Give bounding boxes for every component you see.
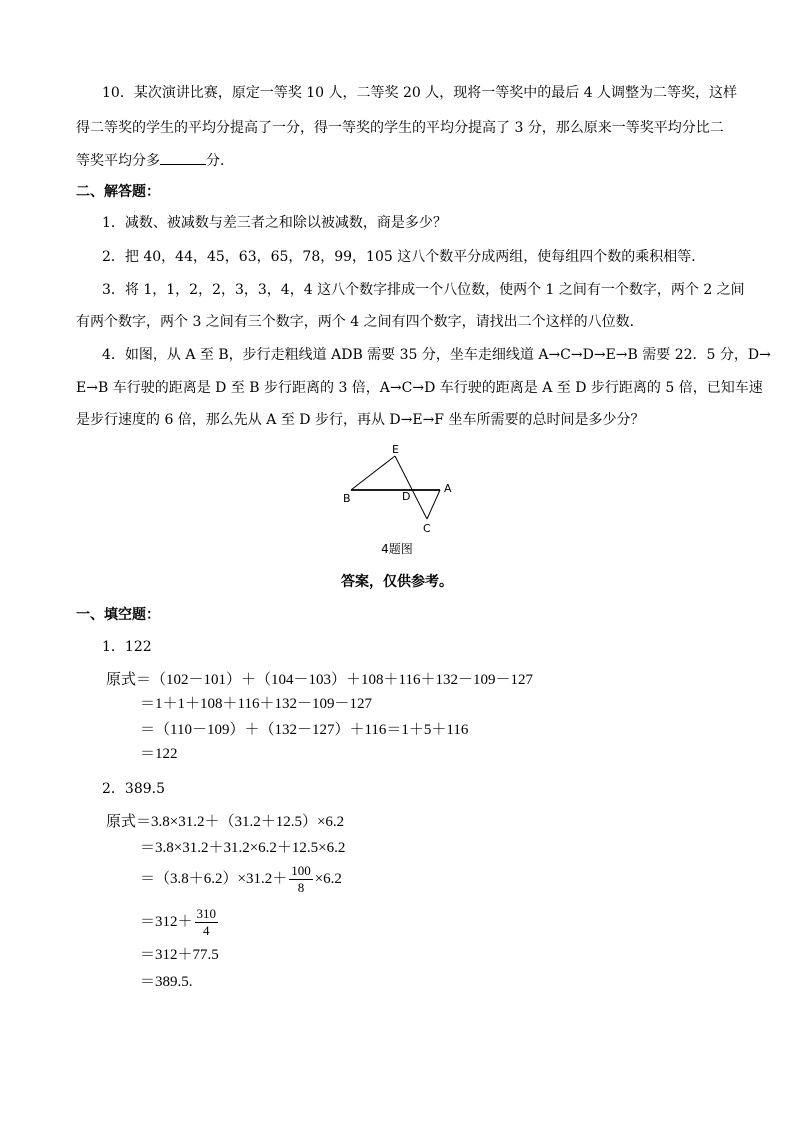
answer-2-step2: ＝3.8×31.2＋31.2×6.2＋12.5×6.2 [140,840,346,856]
route-figure [335,440,465,540]
label-c: C [423,522,431,535]
fraction-numerator: 310 [196,906,217,921]
q10-line3-end: 分． [206,153,234,169]
fraction-numerator: 100 [291,863,311,878]
answer-2-step3 [140,863,342,896]
q10-line3 [76,150,718,171]
problem-2: 2．把 40，44，45，63，65，78，99，105 这八个数平分成两组，使每组四个数的乘积相等． [102,249,706,265]
edge-ca [427,490,440,519]
q10-line1: 10．某次演讲比赛，原定一等奖 10 人，二等奖 20 人，现将一等奖中的最后 4 人调整为二等奖，这样 [102,85,738,101]
answer-2-step3-b: ×6.2 [314,870,342,887]
answer-2-label: 2．389.5 [102,781,165,797]
problem-1: 1．减数、被减数与差三者之和除以被减数，商是多少？ [102,215,447,231]
answer-2-step6: ＝389.5. [140,974,193,990]
answer-1-step1: 原式＝（102－101）＋（104－103）＋108＋116＋132－109－127 [106,672,533,688]
answer-blank [160,150,206,165]
answer-1-step2: ＝1＋1＋108＋116＋132－109－127 [140,696,372,712]
answer-2-step3-a: ＝（3.8＋6.2）×31.2＋ [140,870,288,887]
fraction-100-8 [289,863,313,896]
problem-4-line3: 是步行速度的 6 倍，那么先从 A 至 D 步行，再从 D→E→F 坐车所需要的总时间是多少分？ [76,412,645,428]
figure-caption: 4题图 [381,542,413,556]
label-a: A [444,482,452,495]
problem-4-line1: 4．如图，从 A 至 B，步行走粗线道 ADB 需要 35 分，坐车走细线道 A→C→D→E→B 需要 22．5 分，D→ [102,347,771,363]
answer-2-step5: ＝312＋77.5 [140,947,219,963]
problem-3-line1: 3．将 1，1，2，2，3，3，4，4 这八个数字排成一个八位数，使两个 1 之间有一个数字，两个 2 之间 [102,282,745,298]
answers-title: 答案，仅供参考。 [341,574,453,590]
edge-be [351,456,395,490]
label-e: E [392,443,399,456]
label-b: B [343,492,351,505]
q10-line2: 得二等奖的学生的平均分提高了一分，得一等奖的学生的平均分提高了 3 分，那么原来一等奖平均分比二 [76,120,724,136]
problem-3-line2: 有两个数字，两个 3 之间有三个数字，两个 4 之间有四个数字，请找出二个这样的八位数． [76,314,644,330]
fraction-310-4 [195,906,219,939]
answer-1-step3: ＝（110－109）＋（132－127）＋116＝1＋5＋116 [140,722,469,738]
edge-ec [395,456,427,519]
section-title-solve: 二、解答题： [76,184,160,200]
q10-line3-text: 等奖平均分多 [76,153,160,169]
label-d: D [402,490,411,503]
answer-2-step4 [140,906,220,939]
problem-4-line2: E→B 车行驶的距离是 D 至 B 步行距离的 3 倍，A→C→D 车行驶的距离是 A 至 D 步行距离的 5 倍，已知车速 [76,380,763,396]
section-title-fill: 一、填空题： [76,607,160,623]
fraction-denominator: 8 [297,880,305,895]
answer-2-step4-a: ＝312＋ [140,913,193,930]
answer-1-label: 1．122 [102,639,152,655]
answer-2-step1: 原式＝3.8×31.2＋（31.2＋12.5）×6.2 [106,814,345,830]
answer-1-step4: ＝122 [140,746,178,762]
fraction-denominator: 4 [203,923,210,938]
